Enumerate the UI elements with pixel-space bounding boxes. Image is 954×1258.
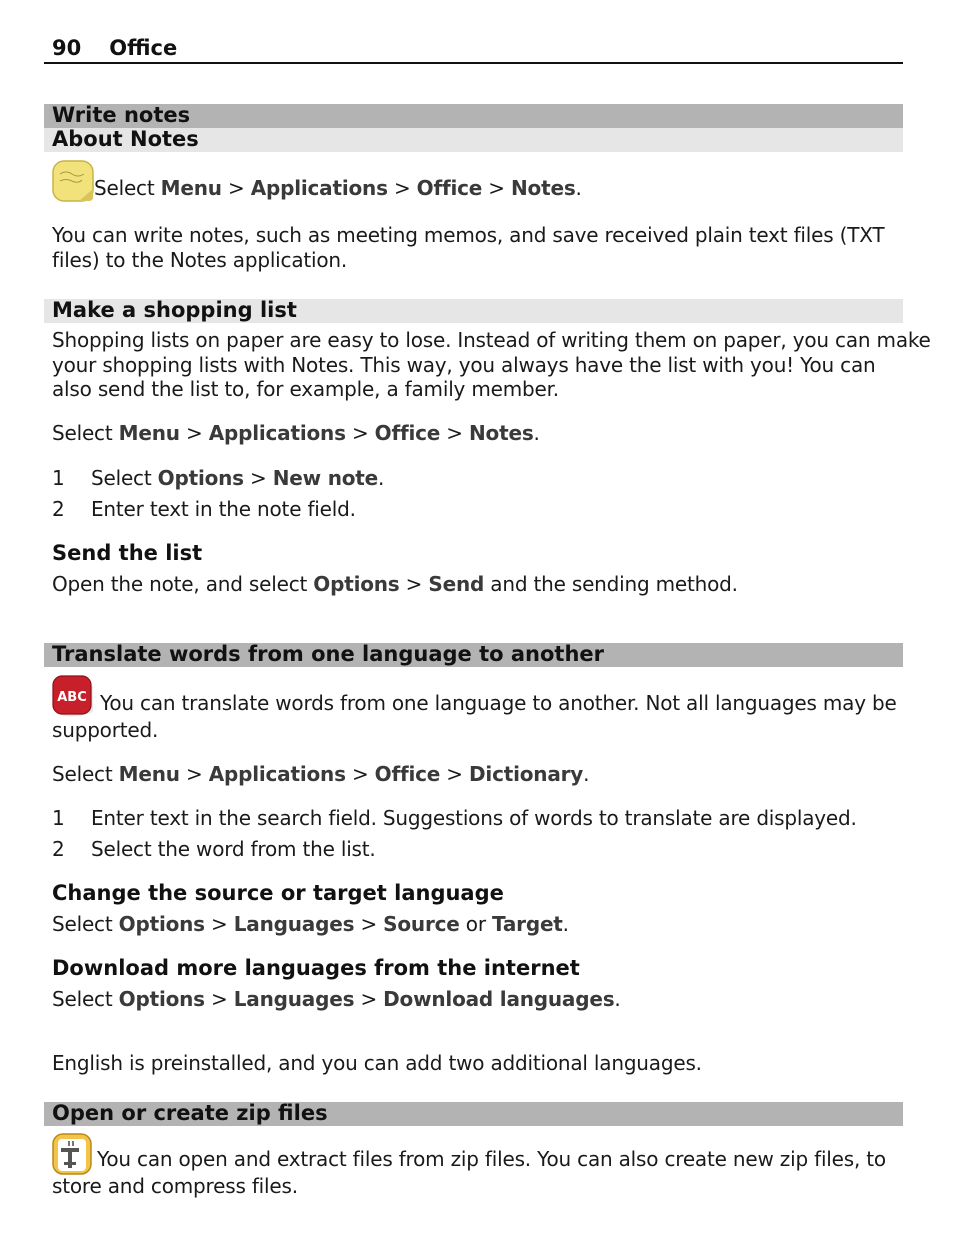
step-number: 1 [52,806,65,830]
change-language-path: Select Options > Languages > Source or Target. [52,912,569,936]
shopping-paragraph-line-2: your shopping lists with Notes. This way, you always have the list with you! You can [52,353,876,377]
notes-path: Select Menu > Applications > Office > Notes. [94,176,582,200]
options-link[interactable]: Options [118,987,205,1011]
heading-text: Translate words from one language to another [52,642,604,666]
step-number: 2 [52,837,65,861]
step-new-note: Select Options > New note. [91,466,385,490]
notes-description-line-1: You can write notes, such as meeting memos, and save received plain text files (TXT [52,223,885,247]
download-languages-path: Select Options > Languages > Download languages. [52,987,621,1011]
applications-link[interactable]: Applications [208,421,346,445]
source-link[interactable]: Source [383,912,460,936]
languages-link[interactable]: Languages [233,987,355,1011]
notes-link[interactable]: Notes [511,176,576,200]
notes-description-line-2: files) to the Notes application. [52,248,348,272]
step-enter-text: Enter text in the note field. [91,497,356,521]
languages-link[interactable]: Languages [233,912,355,936]
header-rule [44,62,903,64]
page-header [52,36,177,60]
heading-text: About Notes [52,127,199,151]
office-link[interactable]: Office [416,176,483,200]
applications-link[interactable]: Applications [250,176,388,200]
page-number: 90 [52,36,82,60]
zip-intro-line-1: You can open and extract files from zip files. You can also create new zip files, to [97,1147,886,1171]
step-search: Enter text in the search field. Suggestions of words to translate are displayed. [91,806,857,830]
target-link[interactable]: Target [492,912,563,936]
options-link[interactable]: Options [118,912,205,936]
subheading-send-list: Send the list [52,541,203,565]
heading-text: Open or create zip files [52,1101,328,1125]
shopping-paragraph-line-3: also send the list to, for example, a family member. [52,377,559,401]
sticky-note-icon [51,159,95,203]
options-link[interactable]: Options [313,572,400,596]
section-heading-write-notes [44,104,903,128]
dictionary-icon [51,674,95,718]
office-link[interactable]: Office [374,762,441,786]
heading-text: Make a shopping list [52,298,297,322]
step-number: 2 [52,497,65,521]
step-select-word: Select the word from the list. [91,837,376,861]
subheading-change-language: Change the source or target language [52,881,504,905]
dictionary-path: Select Menu > Applications > Office > Dictionary. [52,762,590,786]
download-languages-link[interactable]: Download languages [383,987,615,1011]
translate-intro-line-2: supported. [52,718,159,742]
section-name: Office [109,36,178,60]
notes-link[interactable]: Notes [469,421,534,445]
preinstalled-note: English is preinstalled, and you can add two additional languages. [52,1051,702,1075]
menu-link[interactable]: Menu [160,176,222,200]
new-note-link[interactable]: New note [272,466,379,490]
subheading-about-notes [44,128,903,152]
dictionary-link[interactable]: Dictionary [469,762,584,786]
options-link[interactable]: Options [157,466,244,490]
heading-text: Write notes [52,103,191,127]
section-heading-zip [44,1102,903,1126]
step-number: 1 [52,466,65,490]
applications-link[interactable]: Applications [208,762,346,786]
menu-link[interactable]: Menu [118,762,180,786]
send-instruction: Open the note, and select Options > Send and the sending method. [52,572,738,596]
send-link[interactable]: Send [428,572,485,596]
dictionary-icon-label: ABC [57,690,87,705]
translate-intro-line-1: You can translate words from one language to another. Not all languages may be [100,691,897,715]
shopping-path: Select Menu > Applications > Office > Notes. [52,421,540,445]
menu-link[interactable]: Menu [118,421,180,445]
section-heading-translate [44,643,903,667]
zip-icon [51,1132,95,1176]
zip-intro-line-2: store and compress files. [52,1174,298,1198]
office-link[interactable]: Office [374,421,441,445]
shopping-paragraph-line-1: Shopping lists on paper are easy to lose. Instead of writing them on paper, you can make [52,328,931,352]
subheading-download-languages: Download more languages from the internet [52,956,580,980]
subheading-shopping-list [44,299,903,323]
